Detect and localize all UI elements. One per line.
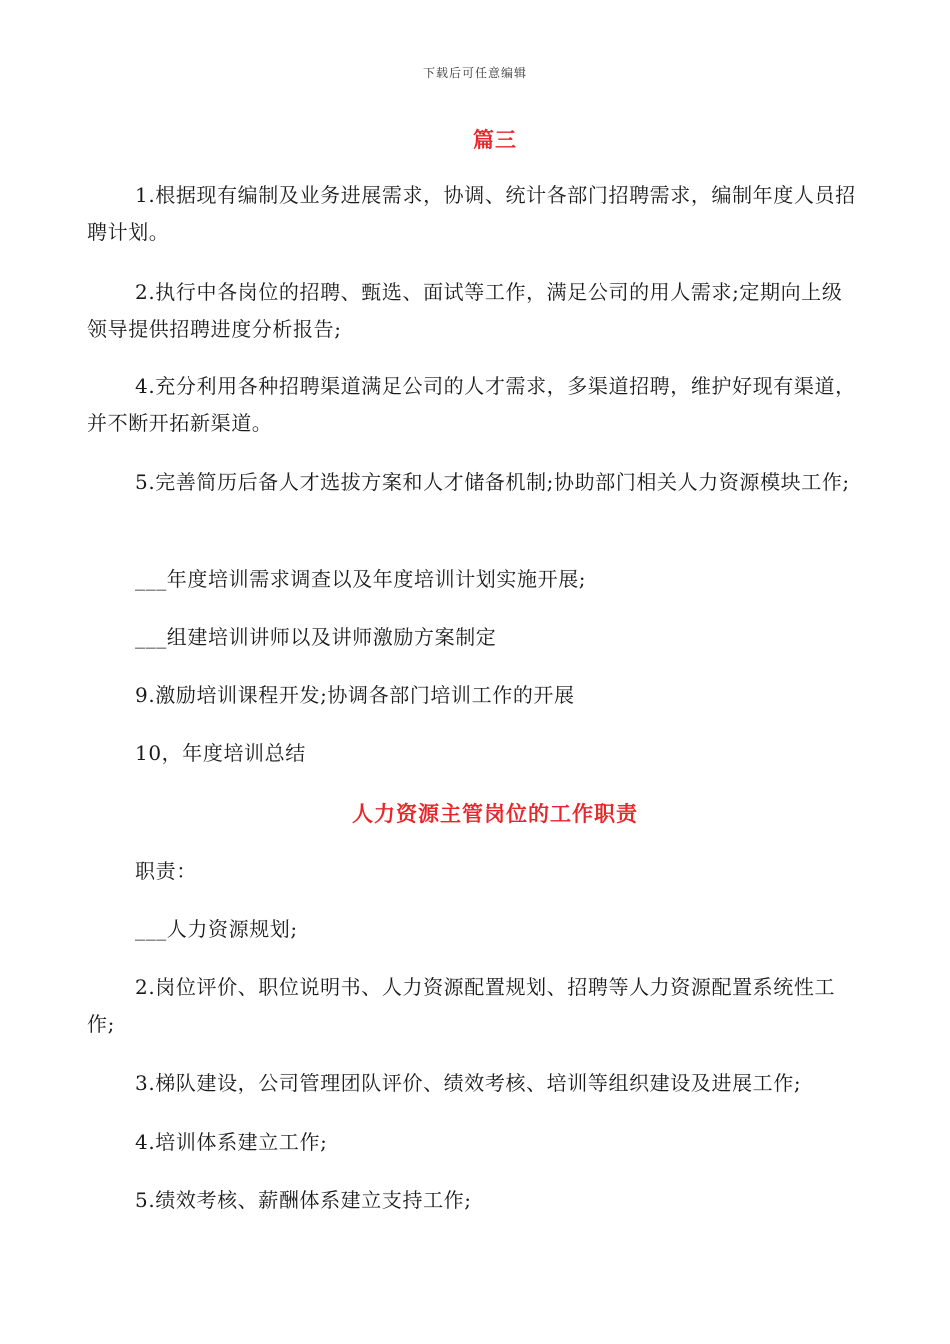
paragraph-10: 10，年度培训总结	[135, 741, 306, 765]
paragraph-training-system: 4.培训体系建立工作;	[135, 1130, 328, 1154]
paragraph-echelon: 3.梯队建设，公司管理团队评价、绩效考核、培训等组织建设及进展工作;	[135, 1071, 802, 1095]
paragraph-training-lecturers: ___组建培训讲师以及讲师激励方案制定	[135, 625, 497, 649]
paragraph-4: 4.充分利用各种招聘渠道满足公司的人才需求，多渠道招聘，维护好现有渠道，并不断开拓新渠道。	[87, 374, 856, 435]
paragraph-duties-label: 职责：	[135, 859, 197, 883]
paragraph-hr-planning: ___人力资源规划;	[135, 917, 298, 941]
paragraph-9: 9.激励培训课程开发;协调各部门培训工作的开展	[135, 683, 575, 707]
header-note: 下载后可任意编辑	[422, 66, 527, 80]
section-title-hr-supervisor: 人力资源主管岗位的工作职责	[352, 801, 638, 826]
paragraph-job-evaluation: 2.岗位评价、职位说明书、人力资源配置规划、招聘等人力资源配置系统性工作;	[87, 975, 836, 1036]
paragraph-2: 2.执行中各岗位的招聘、甄选、面试等工作，满足公司的用人需求;定期向上级领导提供招聘进度分析报告;	[87, 280, 843, 341]
section-title-pian-san: 篇三	[473, 127, 517, 152]
paragraph-5: 5.完善简历后备人才选拔方案和人才储备机制;协助部门相关人力资源模块工作;	[135, 470, 850, 494]
paragraph-training-survey: ___年度培训需求调查以及年度培训计划实施开展;	[135, 567, 587, 591]
paragraph-performance: 5.绩效考核、薪酬体系建立支持工作;	[135, 1188, 472, 1212]
paragraph-1: 1.根据现有编制及业务进展需求，协调、统计各部门招聘需求，编制年度人员招聘计划。	[87, 183, 856, 244]
